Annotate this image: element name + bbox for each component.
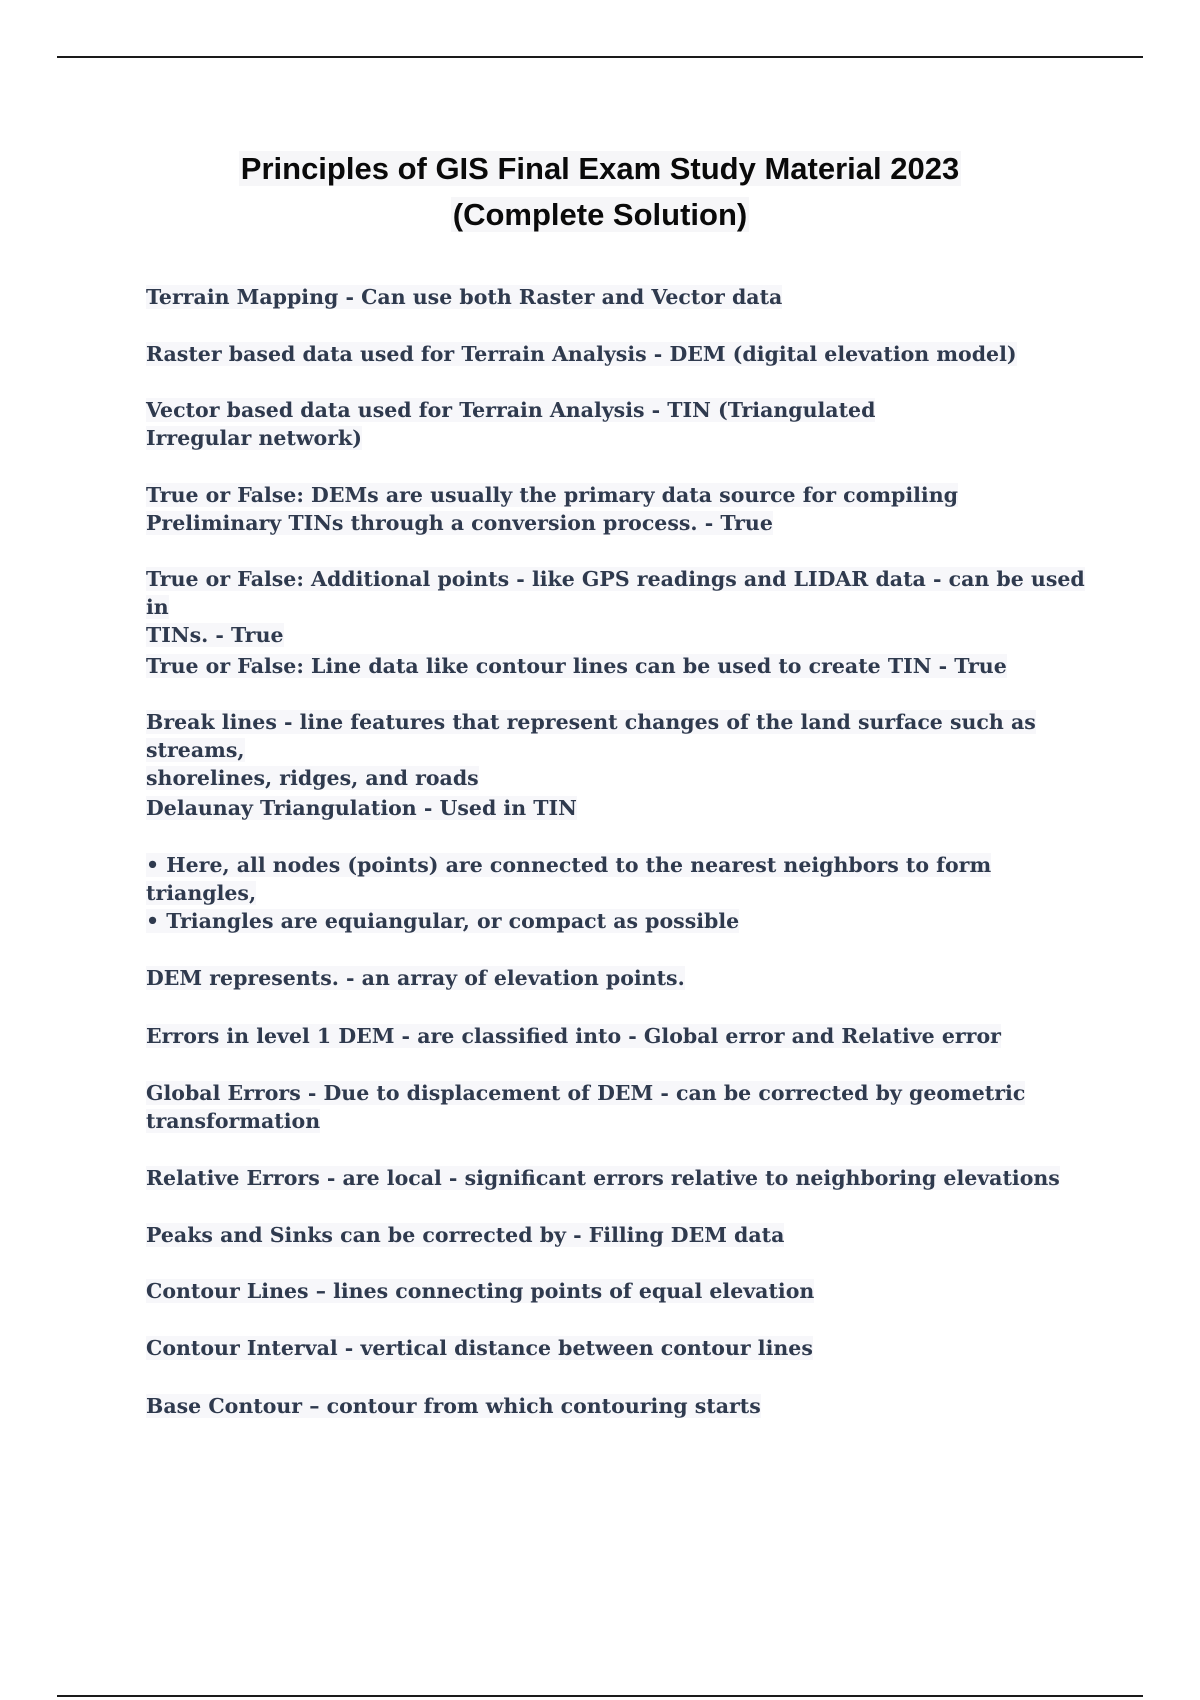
entry-vector-terrain	[146, 396, 1096, 452]
entry-break-lines-line-1: Break lines - line features that represent changes of the land surface such as streams,	[146, 710, 1036, 762]
entry-global-errors	[146, 1079, 1096, 1135]
entry-peaks-sinks: Peaks and Sinks can be corrected by - Filling DEM data	[146, 1223, 785, 1247]
entry-additional-points	[146, 565, 1096, 649]
entry-vector-terrain-line-2: Irregular network)	[146, 426, 362, 450]
entry-base-contour: Base Contour – contour from which contouring starts	[146, 1394, 761, 1418]
entry-raster-terrain: Raster based data used for Terrain Analysis - DEM (digital elevation model)	[146, 342, 1017, 366]
entry-errors-level1: Errors in level 1 DEM - are classified into - Global error and Relative error	[146, 1024, 1001, 1048]
bullet-equiangular: • Triangles are equiangular, or compact as possible	[146, 909, 740, 933]
entry-contour-interval: Contour Interval - vertical distance between contour lines	[146, 1336, 813, 1360]
entry-dem-tin-source-line-2: Preliminary TINs through a conversion process. - True	[146, 511, 773, 535]
entry-break-lines	[146, 708, 1096, 792]
entry-dem-tin-source	[146, 481, 1096, 537]
entry-delaunay: Delaunay Triangulation - Used in TIN	[146, 796, 577, 820]
title-line-1: Principles of GIS Final Exam Study Material 2023	[240, 151, 960, 186]
bullet-nearest-neighbors: • Here, all nodes (points) are connected to the nearest neighbors to form triangles,	[146, 853, 992, 905]
entry-break-lines-line-2: shorelines, ridges, and roads	[146, 766, 479, 790]
entry-line-data: True or False: Line data like contour lines can be used to create TIN - True	[146, 654, 1007, 678]
document-title	[0, 146, 1200, 238]
entry-additional-points-line-1: True or False: Additional points - like GPS readings and LIDAR data - can be used in	[146, 567, 1085, 619]
entry-additional-points-line-2: TINs. - True	[146, 623, 284, 647]
entry-dem-represents: DEM represents. - an array of elevation points.	[146, 966, 685, 990]
entry-contour-lines: Contour Lines – lines connecting points of equal elevation	[146, 1279, 815, 1303]
entry-global-errors-line-1: Global Errors - Due to displacement of DEM - can be corrected by geometric	[146, 1081, 1026, 1105]
entry-vector-terrain-line-1: Vector based data used for Terrain Analysis - TIN (Triangulated	[146, 398, 876, 422]
entry-dem-tin-source-line-1: True or False: DEMs are usually the primary data source for compiling	[146, 483, 958, 507]
title-line-2: (Complete Solution)	[452, 197, 748, 232]
top-rule	[57, 56, 1143, 58]
entry-global-errors-line-2: transformation	[146, 1109, 321, 1133]
entry-terrain-mapping: Terrain Mapping - Can use both Raster and Vector data	[146, 285, 783, 309]
entry-relative-errors: Relative Errors - are local - significant errors relative to neighboring elevations	[146, 1166, 1060, 1190]
bottom-rule	[57, 1695, 1143, 1697]
